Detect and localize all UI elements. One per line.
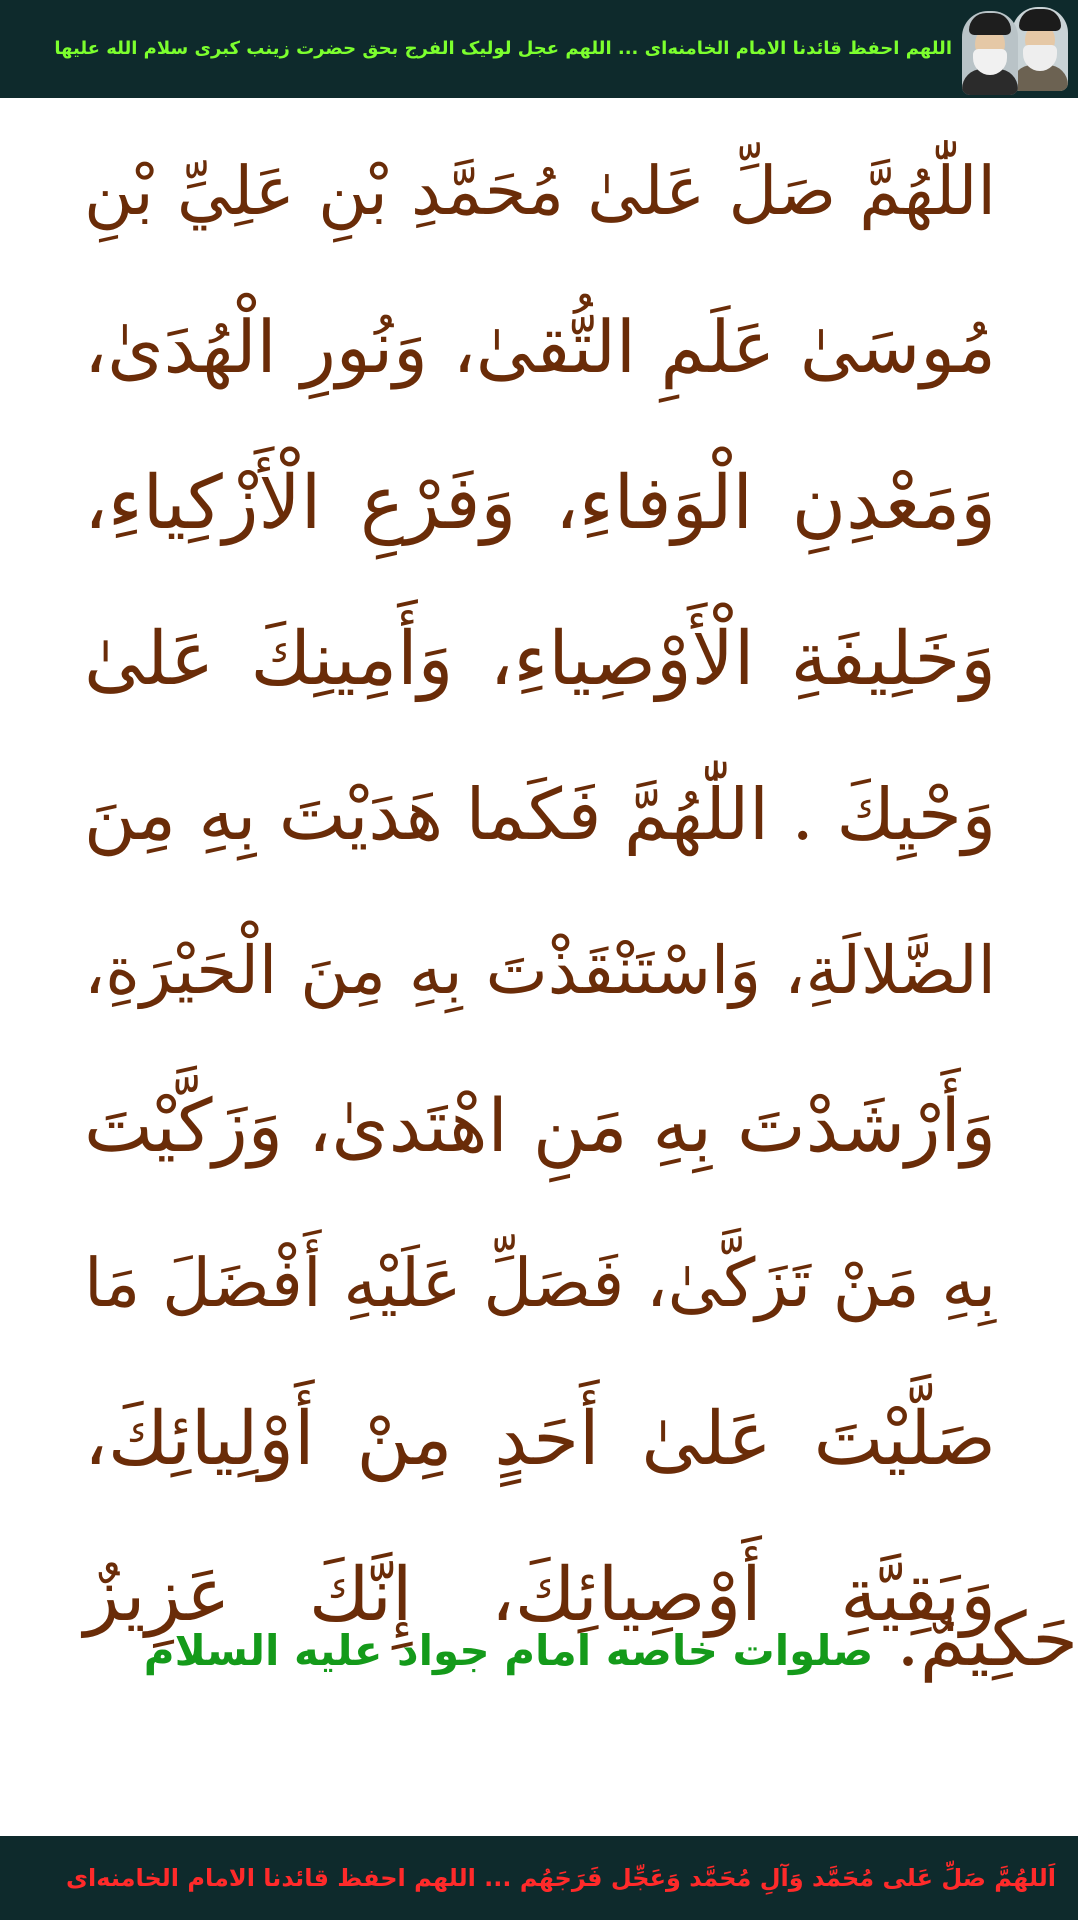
prayer-line: الضَّلالَةِ، وَاسْتَنْقَذْتَ بِهِ مِنَ الْحَيْرَةِ، (84, 932, 996, 1009)
prayer-title-note: صلوات خاصه امام جواد علیه السلام (143, 1626, 874, 1675)
prayer-line: وَخَلِيفَةِ الْأَوْصِياءِ، وَأَمِينِكَ عَلىٰ (84, 616, 996, 702)
prayer-last-word: حَكِيمٌ. (896, 1597, 1078, 1683)
prayer-line: اللّٰهُمَّ صَلِّ عَلىٰ مُحَمَّدِ بْنِ عَلِيِّ بْنِ (84, 152, 996, 230)
portrait-image (962, 11, 1018, 95)
top-banner (0, 0, 1078, 98)
prayer-closing-line (38, 1565, 1078, 1715)
footer-text: اَللهُمَّ صَلِّ عَلی مُحَمَّد وَآلِ مُحَمَّد وَعَجِّل فَرَجَهُم ... اللهم احفظ قائدنا الامام الخامنه‌ای (66, 1864, 1056, 1892)
header-text: اللهم احفظ قائدنا الامام الخامنه‌ای ... اللهم عجل لولیک الفرج بحق حضرت زینب کبری سلام الله علیها (54, 38, 952, 59)
prayer-line: وَبَقِيَّةِ أَوْصِيائِكَ، إِنَّكَ عَزِيزٌ (84, 1552, 996, 1638)
prayer-line: وَحْيِكَ . اللّٰهُمَّ فَكَما هَدَيْتَ بِهِ مِنَ (83, 773, 996, 856)
portrait-image (1012, 7, 1068, 91)
prayer-line: وَمَعْدِنِ الْوَفاءِ، وَفَرْعِ الْأَزْكِياءِ، (84, 460, 996, 546)
leaders-portraits (962, 3, 1072, 95)
prayer-line: صَلَّيْتَ عَلىٰ أَحَدٍ مِنْ أَوْلِيائِكَ، (84, 1396, 996, 1482)
prayer-line: وَأَرْشَدْتَ بِهِ مَنِ اهْتَدىٰ، وَزَكَّيْتَ (84, 1084, 996, 1169)
bottom-banner (0, 1836, 1078, 1920)
prayer-line: مُوسَىٰ عَلَمِ التُّقىٰ، وَنُورِ الْهُدَىٰ، (84, 305, 996, 389)
prayer-line: بِهِ مَنْ تَزَكَّىٰ، فَصَلِّ عَلَيْهِ أَفْضَلَ مَا (84, 1244, 996, 1322)
